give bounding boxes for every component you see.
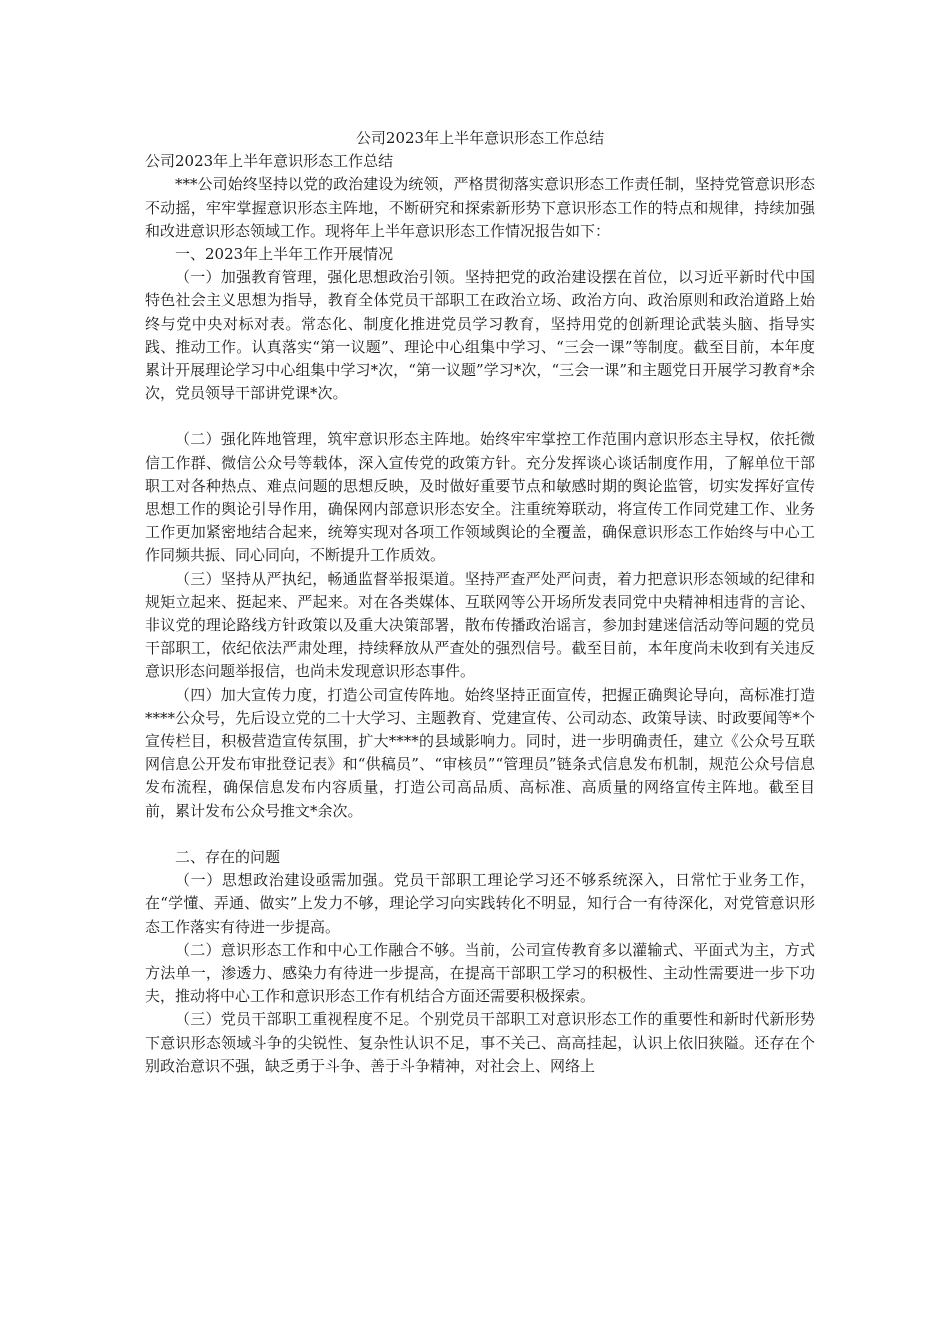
document-body	[145, 127, 815, 1078]
intro-paragraph: ***公司始终坚持以党的政治建设为统领，严格贯彻落实意识形态工作责任制，坚持党管意识形态不动摇，牢牢掌握意识形态主阵地，不断研究和探索新形势下意识形态工作的特点和规律，持续加强和改进意识形态领域工作。现将年上半年意识形态工作情况报告如下：	[145, 175, 815, 240]
section-2-item-1: （一）思想政治建设亟需加强。党员干部职工理论学习还不够系统深入，日常忙于业务工作，在“学懂、弄通、做实”上发力不够，理论学习向实践转化不明显，知行合一有待深化，对党管意识形态工作落实有待进一步提高。	[145, 871, 815, 936]
document-subtitle: 公司2023年上半年意识形态工作总结	[145, 152, 394, 171]
section-1-item-2: （二）强化阵地管理，筑牢意识形态主阵地。始终牢牢掌控工作范围内意识形态主导权，依托微信工作群、微信公众号等载体，深入宣传党的政策方针。充分发挥谈心谈话制度作用，了解单位干部职工对各种热点、难点问题的思想反映，及时做好重要节点和敏感时期的舆论监管，切实发挥好宣传思想工作的舆论引导作用，确保网内部意识形态安全。注重统筹联动，将宣传工作同党建工作、业务工作更加紧密地结合起来，统筹实现对各项工作领域舆论的全覆盖，确保意识形态工作始终与中心工作同频共振、同心同向，不断提升工作质效。	[145, 430, 815, 565]
section-1-item-4: （四）加大宣传力度，打造公司宣传阵地。始终坚持正面宣传，把握正确舆论导向，高标准打造****公众号，先后设立党的二十大学习、主题教育、党建宣传、公司动态、政策导读、时政要闻等*个宣传栏目，积极营造宣传氛围，扩大****的县域影响力。同时，进一步明确责任，建立《公众号互联网信息公开发布审批登记表》和“供稿员”、“审核员”“管理员”链条式信息发布机制，规范公众号信息发布流程，确保信息发布内容质量，打造公司高品质、高标准、高质量的网络宣传主阵地。截至目前，累计发布公众号推文*余次。	[145, 685, 815, 820]
section-1-item-1: （一）加强教育管理，强化思想政治引领。坚持把党的政治建设摆在首位，以习近平新时代中国特色社会主义思想为指导，教育全体党员干部职工在政治立场、政治方向、政治原则和政治道路上始终与党中央对标对表。常态化、制度化推进党员学习教育，坚持用党的创新理论武装头脑、指导实践、推动工作。认真落实“第一议题”、理论中心组集中学习、“三会一课”等制度。截至目前，本年度累计开展理论学习中心组集中学习*次，“第一议题”学习*次，“三会一课”和主题党日开展学习教育*余次，党员领导干部讲党课*次。	[145, 268, 815, 403]
section-2-item-2: （二）意识形态工作和中心工作融合不够。当前，公司宣传教育多以灌输式、平面式为主，方式方法单一，渗透力、感染力有待进一步提高，在提高干部职工学习的积极性、主动性需要进一步下功夫，推动将中心工作和意识形态工作有机结合方面还需要积极探索。	[145, 940, 815, 1006]
section-2-heading: 二、存在的问题	[175, 847, 281, 866]
section-1-heading: 一、2023年上半年工作开展情况	[175, 245, 394, 264]
section-2-item-3: （三）党员干部职工重视程度不足。个别党员干部职工对意识形态工作的重要性和新时代新形势下意识形态领域斗争的尖锐性、复杂性认识不足，事不关己、高高挂起，认识上依旧狭隘。还存在个别政治意识不强，缺乏勇于斗争、善于斗争精神，对社会上、网络上	[145, 1010, 815, 1075]
section-1-item-3: （三）坚持从严执纪，畅通监督举报渠道。坚持严查严处严问责，着力把意识形态领域的纪律和规矩立起来、挺起来、严起来。对在各类媒体、互联网等公开场所发表同党中央精神相违背的言论、非议党的理论路线方针政策以及重大决策部署，散布传播政治谣言，参加封建迷信活动等问题的党员干部职工，依纪依法严肃处理，持续释放从严查处的强烈信号。截至目前，本年度尚未收到有关违反意识形态问题举报信，也尚未发现意识形态事件。	[145, 569, 815, 681]
document-title: 公司2023年上半年意识形态工作总结	[355, 129, 605, 147]
